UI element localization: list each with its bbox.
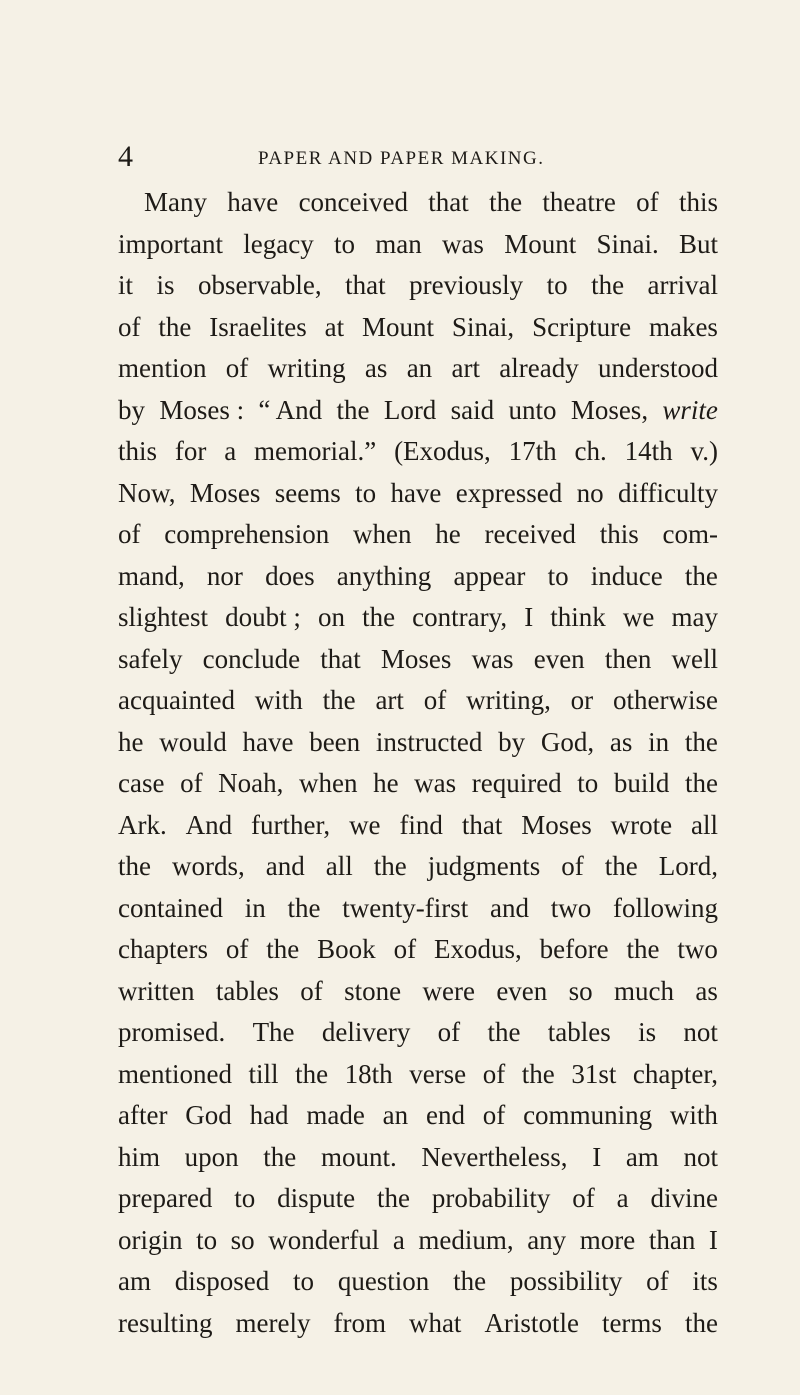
text-line <box>118 846 718 888</box>
word: Israelites <box>209 311 307 342</box>
word: then <box>604 643 652 674</box>
word: for <box>174 436 207 466</box>
word: I <box>708 1224 718 1255</box>
word: unto <box>508 394 557 425</box>
word: when <box>298 768 358 798</box>
word: Moses, <box>570 394 649 425</box>
word: the <box>322 685 356 715</box>
word: wrote <box>610 809 673 840</box>
word: ch. <box>574 436 607 466</box>
word: writing, <box>466 685 551 715</box>
word: induce <box>590 560 663 591</box>
word: received <box>484 519 576 549</box>
word: resulting <box>118 1307 213 1338</box>
word: Ark. <box>118 809 167 840</box>
page-number: 4 <box>118 140 133 173</box>
word: the <box>685 768 718 798</box>
text-line <box>118 1261 718 1303</box>
word: no <box>576 477 604 508</box>
word: the <box>266 934 300 964</box>
text-line <box>118 431 718 473</box>
text-line <box>118 929 718 971</box>
word: medium, <box>418 1224 514 1255</box>
word: the <box>604 851 638 881</box>
word: stone <box>344 975 402 1006</box>
word: were <box>422 975 475 1006</box>
word: 14th <box>624 436 673 466</box>
word: by <box>118 394 145 425</box>
word: delivery <box>321 1017 411 1047</box>
word: Sinai, <box>451 311 515 342</box>
word: terms <box>601 1307 662 1338</box>
word: so <box>568 975 593 1006</box>
word: of <box>180 768 203 798</box>
word: instructed <box>375 726 483 757</box>
word: of <box>118 519 141 549</box>
word: I <box>524 602 534 632</box>
word: And <box>185 809 233 840</box>
word: acquainted <box>118 685 235 715</box>
word: the <box>336 394 370 425</box>
word: of <box>646 1266 669 1296</box>
word: arrival <box>647 270 718 300</box>
word: v.) <box>690 436 718 466</box>
word: God, <box>540 726 595 757</box>
word: slightest <box>118 602 209 632</box>
word: this <box>118 436 158 466</box>
word: that <box>428 187 469 217</box>
word: chapters <box>118 934 208 964</box>
word: contrary, <box>412 602 508 632</box>
text-line <box>118 390 718 432</box>
word: to <box>355 477 377 508</box>
text-line <box>118 680 718 722</box>
word: from <box>333 1307 386 1338</box>
word: an <box>382 1100 409 1130</box>
word: Moses <box>380 643 452 674</box>
word: 18th <box>344 1058 393 1089</box>
word: and <box>265 851 305 881</box>
word: comprehension <box>164 519 330 549</box>
word: am <box>118 1266 151 1296</box>
word: a <box>224 436 237 466</box>
word: have <box>242 726 294 757</box>
word: two <box>677 934 718 964</box>
word: of <box>423 685 447 715</box>
word: wonderful <box>268 1224 380 1255</box>
word: doubt ; <box>225 602 301 632</box>
word: of <box>225 353 249 383</box>
word: at <box>324 311 345 342</box>
word: had <box>249 1100 289 1130</box>
word: am <box>625 1141 659 1172</box>
word: the <box>377 1183 411 1213</box>
text-line <box>118 1137 718 1179</box>
word: seems <box>274 477 341 508</box>
word: to <box>547 560 569 591</box>
text-line <box>118 473 718 515</box>
word: mand, <box>118 560 185 591</box>
word: Lord, <box>658 851 718 881</box>
word: the <box>362 602 396 632</box>
word: Moses : <box>159 394 245 425</box>
word: Exodus, <box>434 934 522 964</box>
word: important <box>118 228 223 259</box>
word: conceived <box>298 187 408 217</box>
word: origin <box>118 1224 183 1255</box>
word: to <box>333 228 355 259</box>
word: before <box>539 934 609 964</box>
word: Moses <box>521 809 592 840</box>
word: write <box>662 394 718 425</box>
word: Scripture <box>532 311 632 342</box>
word: to <box>546 270 568 300</box>
word: merely <box>235 1307 311 1338</box>
word: anything <box>336 560 432 591</box>
word: that <box>320 643 361 674</box>
text-line <box>118 307 718 349</box>
word: the <box>684 726 718 757</box>
word: the <box>626 934 660 964</box>
word: what <box>408 1307 462 1338</box>
word: the <box>684 1307 718 1338</box>
word: man <box>375 228 422 259</box>
word: 31st <box>571 1058 617 1089</box>
word: writing <box>267 353 346 383</box>
word: Mount <box>504 228 577 259</box>
word: much <box>614 975 675 1006</box>
word: further, <box>251 809 331 840</box>
text-line <box>118 265 718 307</box>
word: well <box>671 643 718 674</box>
word: as <box>364 353 388 383</box>
text-line <box>118 763 718 805</box>
word: expressed <box>455 477 563 508</box>
word: the <box>158 311 192 342</box>
word: art <box>451 353 480 383</box>
text-line <box>118 1303 718 1345</box>
word: not <box>683 1017 718 1047</box>
word: difficulty <box>617 477 718 508</box>
word: does <box>265 560 315 591</box>
word: of <box>636 187 659 217</box>
word: of <box>561 851 584 881</box>
word: Nevertheless, <box>421 1141 568 1172</box>
word: the <box>453 1266 487 1296</box>
word: mention <box>118 353 207 383</box>
word: judgments <box>427 851 541 881</box>
word: as <box>695 975 718 1006</box>
word: of <box>482 1058 506 1089</box>
word: written <box>118 975 195 1006</box>
word: is <box>156 270 175 300</box>
word: of <box>393 934 417 964</box>
word: makes <box>648 311 718 342</box>
word: But <box>678 228 718 259</box>
word: required <box>471 768 562 798</box>
word: to <box>293 1266 315 1296</box>
word: Now, <box>118 477 176 508</box>
word: the <box>591 270 625 300</box>
word: to <box>577 768 599 798</box>
word: all <box>691 809 718 840</box>
word: was <box>441 228 484 259</box>
word: think <box>550 602 606 632</box>
word: or <box>570 685 594 715</box>
word: of <box>437 1017 461 1047</box>
word: tables <box>547 1017 611 1047</box>
word: The <box>252 1017 295 1047</box>
word: been <box>309 726 361 757</box>
word: in <box>244 892 266 923</box>
word: it <box>118 270 134 300</box>
text-line <box>118 639 718 681</box>
word: Many <box>144 187 207 217</box>
word: otherwise <box>613 685 718 715</box>
word: him <box>118 1141 161 1172</box>
word: Aristotle <box>484 1307 579 1338</box>
word: mount. <box>320 1141 397 1172</box>
word: in <box>648 726 670 757</box>
word: two <box>550 892 592 923</box>
running-title: PAPER AND PAPER MAKING. <box>258 148 545 169</box>
word: the <box>487 1017 521 1047</box>
text-line <box>118 888 718 930</box>
word: was <box>414 768 457 798</box>
word: have <box>227 187 279 217</box>
word: question <box>337 1266 430 1296</box>
word: all <box>325 851 353 881</box>
word: Noah, <box>218 768 284 798</box>
word: the <box>684 560 718 591</box>
word: theatre <box>542 187 616 217</box>
word: communing <box>523 1100 653 1130</box>
word: the <box>521 1058 555 1089</box>
word: this <box>599 519 639 549</box>
word: divine <box>650 1183 718 1213</box>
word: promised. <box>118 1017 226 1047</box>
word: probability <box>431 1183 551 1213</box>
word: the <box>263 1141 297 1172</box>
word: any <box>527 1224 567 1255</box>
word: disposed <box>174 1266 270 1296</box>
word: of <box>482 1100 506 1130</box>
word: find <box>399 809 443 840</box>
word: that <box>345 270 386 300</box>
word: following <box>612 892 718 923</box>
word: may <box>671 602 718 632</box>
word: words, <box>172 851 245 881</box>
text-line <box>118 722 718 764</box>
running-head <box>118 140 718 174</box>
text-line <box>118 514 718 556</box>
word: more <box>579 1224 636 1255</box>
word: of <box>572 1183 595 1213</box>
word: we <box>622 602 655 632</box>
word: by <box>498 726 526 757</box>
word: possibility <box>509 1266 623 1296</box>
word: previously <box>409 270 524 300</box>
word: com- <box>662 519 718 549</box>
word: to <box>196 1224 218 1255</box>
word: so <box>230 1224 255 1255</box>
word: understood <box>598 353 718 383</box>
word: end <box>425 1100 465 1130</box>
word: chapter, <box>632 1058 718 1089</box>
word: is <box>638 1017 657 1047</box>
word: the <box>287 892 321 923</box>
word: nor <box>206 560 243 591</box>
text-line <box>118 348 718 390</box>
word: verse <box>409 1058 467 1089</box>
text-line <box>118 1054 718 1096</box>
word: already <box>499 353 579 383</box>
text-line <box>118 1220 718 1262</box>
word: he <box>118 726 144 757</box>
text-line <box>118 597 718 639</box>
word: was <box>471 643 514 674</box>
word: with <box>254 685 303 715</box>
word: even <box>496 975 548 1006</box>
word: conclude <box>202 643 301 674</box>
word: dispute <box>277 1183 356 1213</box>
word: he <box>435 519 461 549</box>
word: that <box>461 809 503 840</box>
word: said <box>450 394 495 425</box>
word: to <box>234 1183 256 1213</box>
word: I <box>592 1141 602 1172</box>
text-line <box>118 1178 718 1220</box>
word: made <box>306 1100 365 1130</box>
word: this <box>678 187 718 217</box>
word: 17th <box>508 436 557 466</box>
word: Lord <box>383 394 437 425</box>
word: build <box>613 768 670 798</box>
word: we <box>349 809 381 840</box>
word: of <box>118 311 141 342</box>
text-line <box>118 556 718 598</box>
word: of <box>225 934 249 964</box>
word: Sinai. <box>596 228 659 259</box>
word: after <box>118 1100 168 1130</box>
word: as <box>609 726 633 757</box>
text-line <box>118 1012 718 1054</box>
word: a <box>392 1224 405 1255</box>
word: on <box>317 602 345 632</box>
word: God <box>185 1100 232 1130</box>
word: till <box>248 1058 279 1089</box>
word: not <box>683 1141 718 1172</box>
word: the <box>489 187 523 217</box>
word: have <box>390 477 442 508</box>
word: than <box>648 1224 696 1255</box>
word: safely <box>118 643 183 674</box>
word: with <box>669 1100 718 1130</box>
text-line <box>118 224 718 266</box>
word: an <box>406 353 433 383</box>
word: case <box>118 768 165 798</box>
word: would <box>159 726 227 757</box>
word: Mount <box>362 311 435 342</box>
word: Book <box>317 934 376 964</box>
word: he <box>373 768 399 798</box>
text-line <box>118 805 718 847</box>
word: contained <box>118 892 223 923</box>
word: “ And <box>258 394 323 425</box>
word: art <box>375 685 404 715</box>
word: even <box>533 643 585 674</box>
word: upon <box>184 1141 239 1172</box>
word: its <box>692 1266 718 1296</box>
word: twenty-first <box>342 892 469 923</box>
word: appear <box>453 560 526 591</box>
word: legacy <box>243 228 314 259</box>
word: tables <box>215 975 279 1006</box>
word: the <box>118 851 151 881</box>
word: mentioned <box>118 1058 232 1089</box>
text-line <box>118 971 718 1013</box>
word: the <box>295 1058 329 1089</box>
text-line <box>118 182 718 224</box>
word: memorial.” <box>254 436 377 466</box>
word: prepared <box>118 1183 213 1213</box>
word: when <box>352 519 412 549</box>
word: observable, <box>197 270 322 300</box>
word: of <box>300 975 323 1006</box>
text-line <box>118 1095 718 1137</box>
word: and <box>489 892 529 923</box>
body-paragraph <box>118 182 718 1344</box>
word: the <box>373 851 407 881</box>
word: Moses <box>189 477 261 508</box>
word: (Exodus, <box>394 436 491 466</box>
word: a <box>616 1183 629 1213</box>
